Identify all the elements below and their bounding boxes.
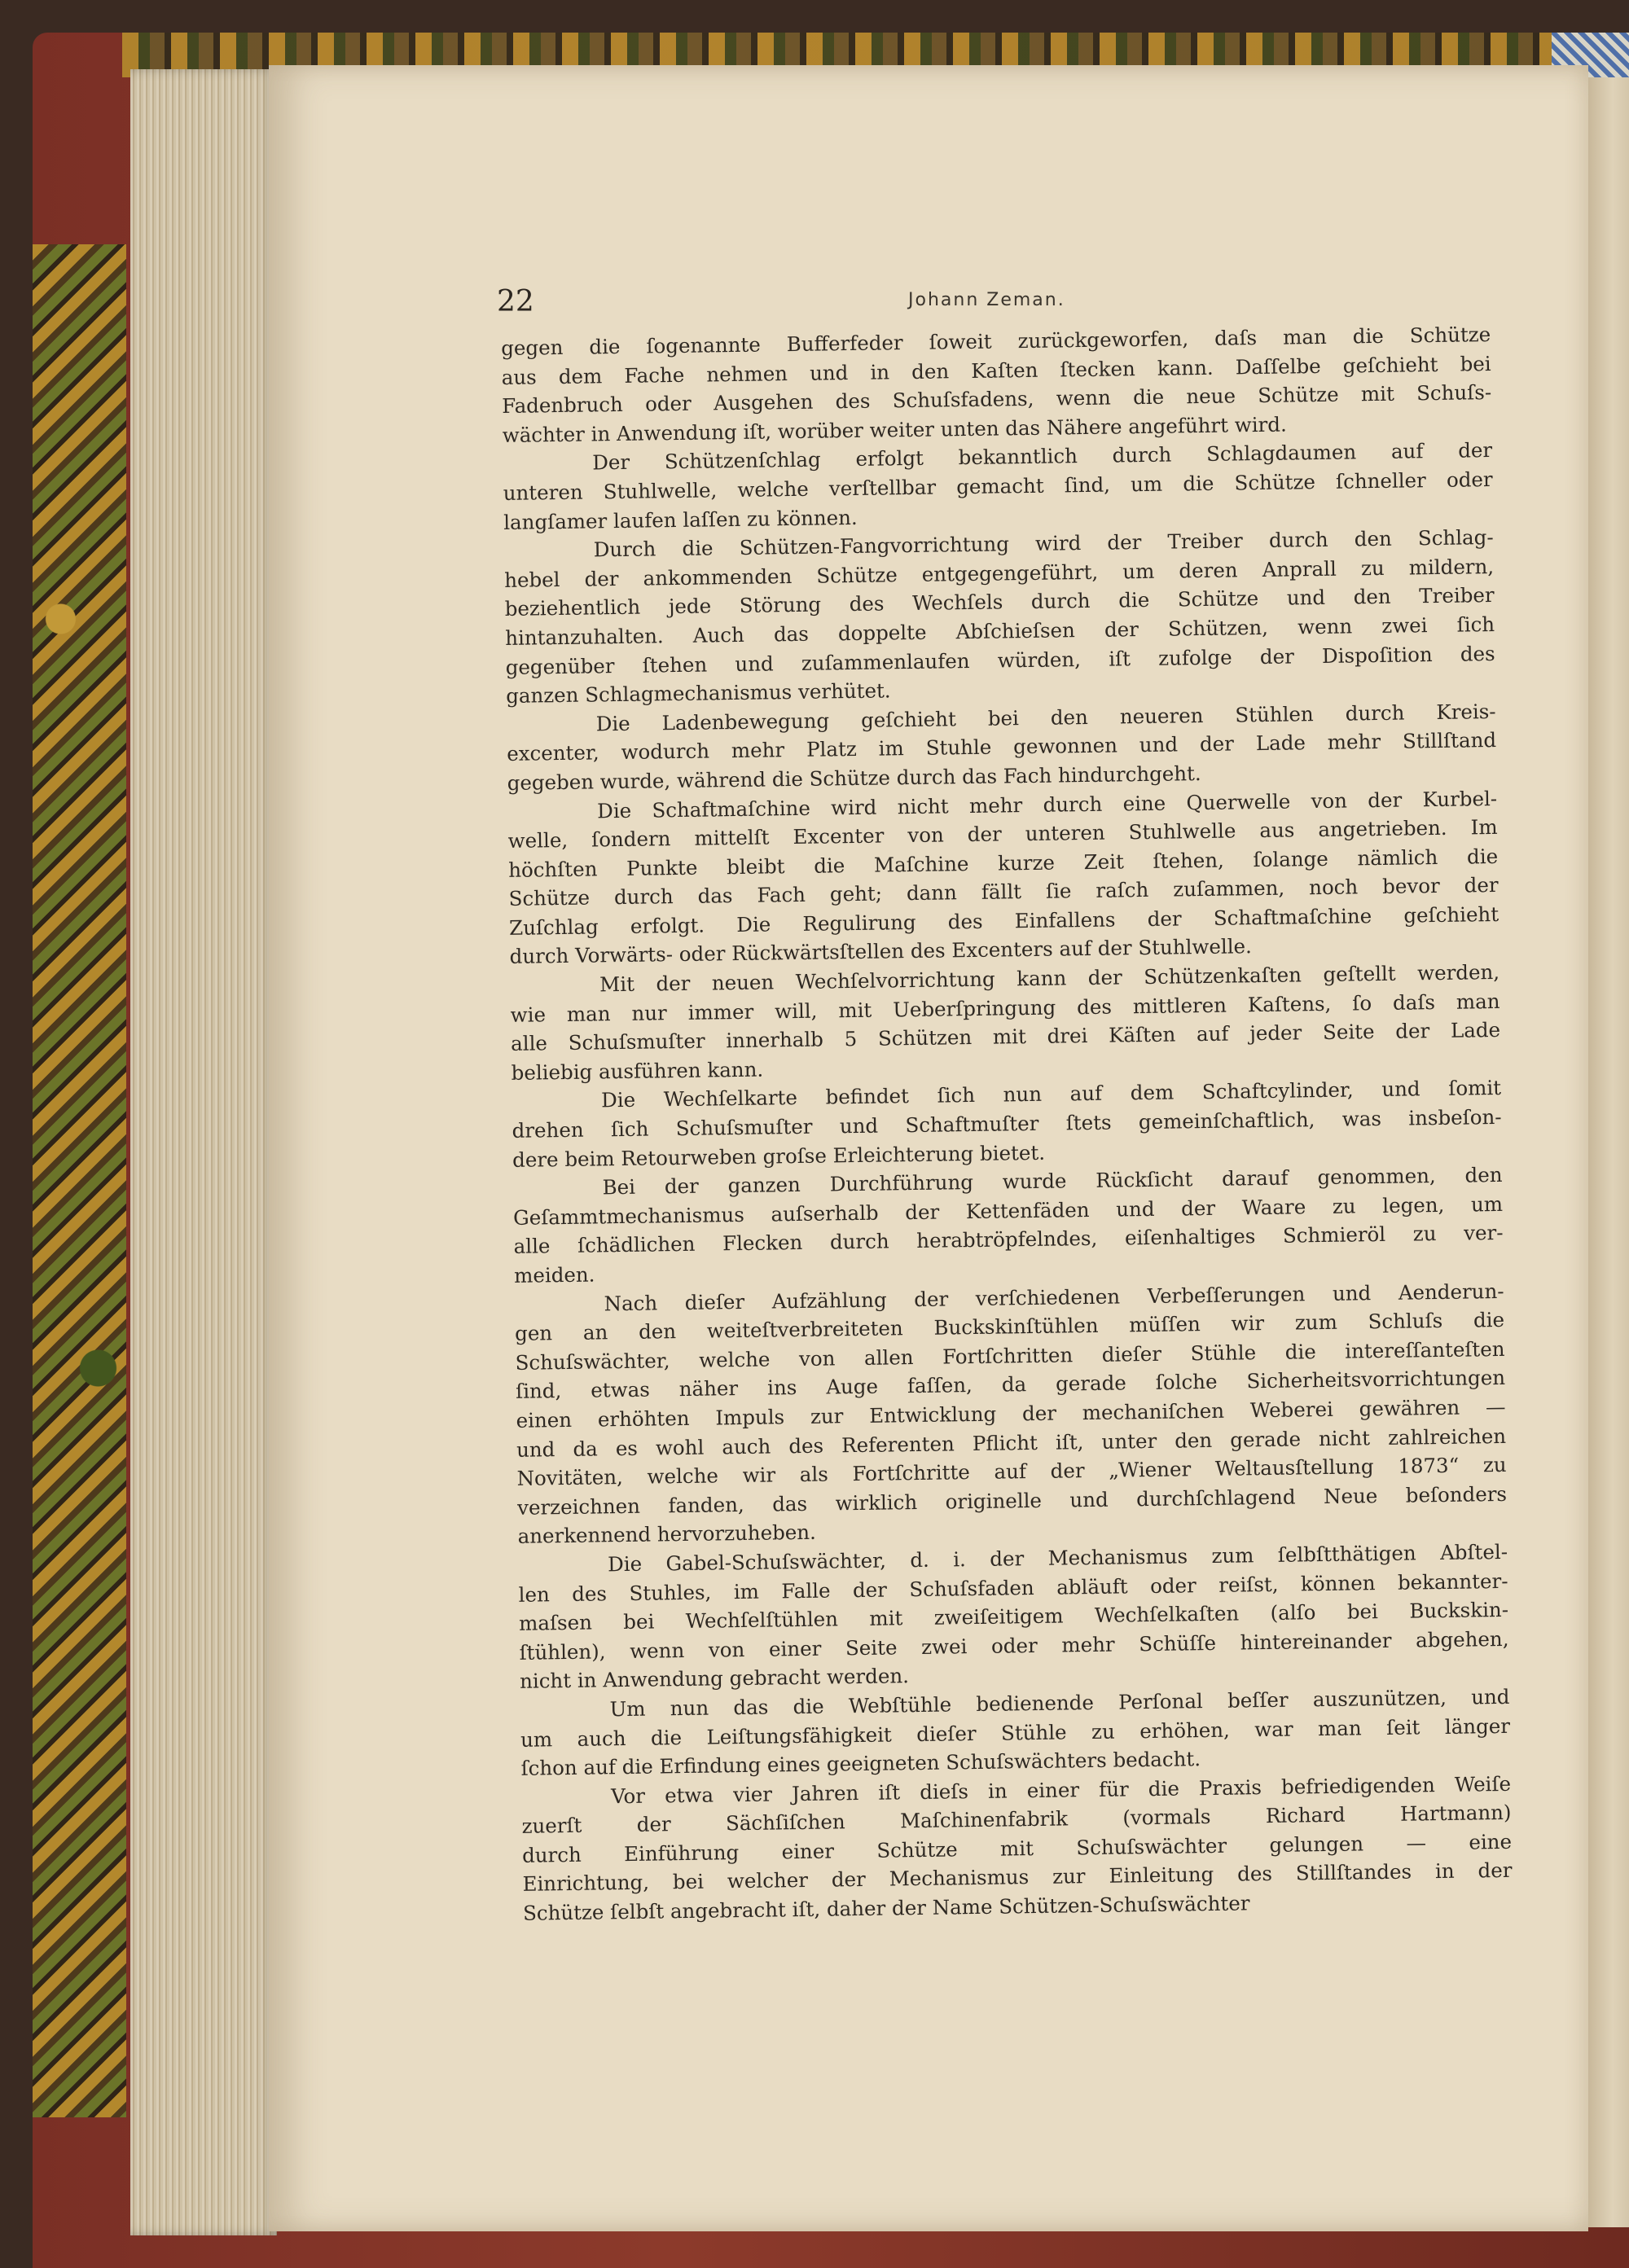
text-line: unteren Stuhlwelle, welche verſtellbar gemacht ſind, um die Schütze ſchneller oder xyxy=(503,467,1493,505)
text-line: und da es wohl auch des Referenten Pflicht iſt, unter den gerade nicht zahlreichen xyxy=(516,1424,1507,1462)
text-line: zuerſt der Sächſiſchen Maſchinenfabrik (vormals Richard Hartmann) xyxy=(521,1801,1512,1839)
text-line: anerkennend hervorzuheben. xyxy=(517,1520,817,1549)
page-edges xyxy=(130,69,277,2235)
text-line: ſchon auf die Erfindung eines geeigneten Schuſswächters bedacht. xyxy=(520,1747,1201,1780)
text-line: hintanzuhalten. Auch das doppelte Abſchieſsen der Schützen, wenn zwei ſich xyxy=(505,612,1495,650)
text-line: Mit der neuen Wechſelvorrichtung kann der Schützenkaſten geſtellt werden, xyxy=(599,960,1500,997)
text-line: ſtühlen), wenn von einer Seite zwei oder mehr Schüſſe hintereinander abgehen, xyxy=(519,1626,1509,1665)
text-line: Schütze durch das Fach geht; dann fällt ſie raſch zuſammen, noch bevor der xyxy=(508,873,1499,911)
text-line: welle, ſondern mittelſt Excenter von der unteren Stuhlwelle aus angetrieben. Im xyxy=(507,815,1498,853)
text-line: um auch die Leiſtungsfähigkeit dieſer Stühle zu erhöhen, war man ſeit länger xyxy=(520,1713,1511,1752)
text-line: Die Gabel-Schuſswächter, d. i. der Mechanismus zum ſelbſtthätigen Abſtel- xyxy=(607,1539,1508,1577)
text-line: Vor etwa vier Jahren iſt dieſs in einer für die Praxis befriedigenden Weiſe xyxy=(610,1771,1512,1808)
text-line: Die Schaftmaſchine wird nicht mehr durch eine Querwelle von der Kurbel- xyxy=(596,786,1498,823)
text-line: excenter, wodurch mehr Platz im Stuhle gewonnen und der Lade mehr Stillſtand xyxy=(506,728,1497,766)
body-text xyxy=(501,320,1513,1928)
text-line: gegenüber ſtehen und zuſammenlaufen würden, iſt zufolge der Dispoſition des xyxy=(505,641,1495,679)
marbled-cover-left xyxy=(33,244,126,2117)
text-line: Die Wechſelkarte befindet ſich nun auf dem Schaftcylinder, und ſomit xyxy=(600,1076,1502,1112)
facing-page-edge xyxy=(1588,77,1629,2227)
text-line: Fadenbruch oder Ausgehen des Schuſsfadens, wenn die neue Schütze mit Schuſs- xyxy=(502,380,1492,419)
text-line: Schütze ſelbſt angebracht iſt, daher der Name Schützen-Schuſswächter xyxy=(522,1891,1250,1925)
text-line: Einrichtung, bei welcher der Mechanismus zur Einleitung des Stillſtandes in der xyxy=(522,1858,1513,1897)
text-line: wie man nur immer will, mit Ueberſpringung des mittleren Kaſtens, ſo daſs man xyxy=(510,989,1500,1027)
text-line: Bei der ganzen Durchführung wurde Rückſicht darauf genommen, den xyxy=(602,1163,1503,1200)
text-line: Geſammtmechanismus auſserhalb der Kettenfäden und der Waare zu legen, um xyxy=(512,1191,1504,1230)
text-line: ſind, etwas näher ins Auge faſſen, da gerade ſolche Sicherheitsvorrichtungen xyxy=(515,1366,1506,1404)
text-line: meiden. xyxy=(513,1262,595,1288)
text-line: Die Ladenbewegung geſchieht bei den neueren Stühlen durch Kreis- xyxy=(595,699,1496,736)
text-line: Novitäten, welche wir als Fortſchritte auf der „Wiener Weltausſtellung 1873“ zu xyxy=(516,1453,1507,1491)
text-line: durch Vorwärts- oder Rückwärtsſtellen des Excenters auf der Stuhlwelle. xyxy=(509,934,1253,969)
text-line: beziehentlich jede Störung des Wechſels durch die Schütze und den Treiber xyxy=(504,583,1495,621)
text-line: wächter in Anwendung iſt, worüber weiter unten das Nähere angeführt wird. xyxy=(502,412,1287,447)
text-line: hebel der ankommenden Schütze entgegengeführt, um deren Anprall zu mildern, xyxy=(504,554,1495,592)
text-line: alle ſchädlichen Flecken durch herabtröpfelndes, eiſenhaltiges Schmieröl zu ver- xyxy=(513,1221,1504,1259)
text-line: gegen die ſogenannte Bufferfeder ſoweit zurückgeworfen, daſs man die Schütze xyxy=(501,322,1491,360)
text-line: Durch die Schützen-Fangvorrichtung wird der Treiber durch den Schlag- xyxy=(593,525,1494,562)
text-line: drehen ſich Schuſsmuſter und Schaftmuſter ſtets gemeinſchaftlich, was insbeſon- xyxy=(512,1104,1502,1143)
text-line: Nach dieſer Aufzählung der verſchiedenen Verbeſſerungen und Aenderun- xyxy=(604,1279,1504,1315)
text-line: höchſten Punkte bleibt die Maſchine kurze Zeit ſtehen, ſolange nämlich die xyxy=(507,844,1499,882)
text-line: gegeben wurde, während die Schütze durch das Fach hindurchgeht. xyxy=(507,761,1201,795)
text-line: alle Schuſsmuſter innerhalb 5 Schützen mit drei Käſten auf jeder Seite der Lade xyxy=(510,1018,1501,1056)
text-line: gen an den weiteſtverbreiteten Buckskinſtühlen müſſen wir zum Schluſs die xyxy=(514,1308,1505,1346)
text-line: aus dem Fache nehmen und in den Kaſten ſtecken kann. Daſſelbe geſchieht bei xyxy=(501,351,1491,389)
page-number: 22 xyxy=(497,285,534,318)
text-line: Zuſchlag erfolgt. Die Regulirung des Einfallens der Schaftmaſchine geſchieht xyxy=(508,901,1499,940)
text-line: len des Stuhles, im Falle der Schuſsfaden abläuft oder reiſst, können bekannter- xyxy=(518,1568,1508,1607)
text-line: Um nun das die Webſtühle bedienende Perſonal beſſer auszunützen, und xyxy=(609,1684,1510,1722)
text-line: Der Schützenſchlag erfolgt bekanntlich durch Schlagdaumen auf der xyxy=(592,438,1493,475)
text-line: einen erhöhten Impuls zur Entwicklung der mechaniſchen Weberei gewähren — xyxy=(516,1394,1506,1432)
text-line: dere beim Retourweben groſse Erleichterung bietet. xyxy=(512,1140,1046,1172)
text-line: nicht in Anwendung gebracht werden. xyxy=(519,1664,910,1694)
text-line: langſamer laufen laſſen zu können. xyxy=(503,505,858,534)
text-line: verzeichnen fanden, das wirklich originelle und durchſchlagend Neue beſonders xyxy=(516,1481,1508,1520)
text-line: beliebig ausführen kann. xyxy=(511,1057,764,1085)
text-line: durch Einführung einer Schütze mit Schuſswächter gelungen — eine xyxy=(521,1829,1513,1867)
text-line: ganzen Schlagmechanismus verhütet. xyxy=(506,678,891,708)
text-line: maſsen bei Wechſelſtühlen mit zweiſeitigem Wechſelkaſten (alſo bei Buckskin- xyxy=(518,1598,1509,1635)
running-head: Johann Zeman. xyxy=(908,290,1065,310)
text-line: Schuſswächter, welche von allen Fortſchritten dieſer Stühle die intereſſanteſten xyxy=(515,1336,1505,1375)
